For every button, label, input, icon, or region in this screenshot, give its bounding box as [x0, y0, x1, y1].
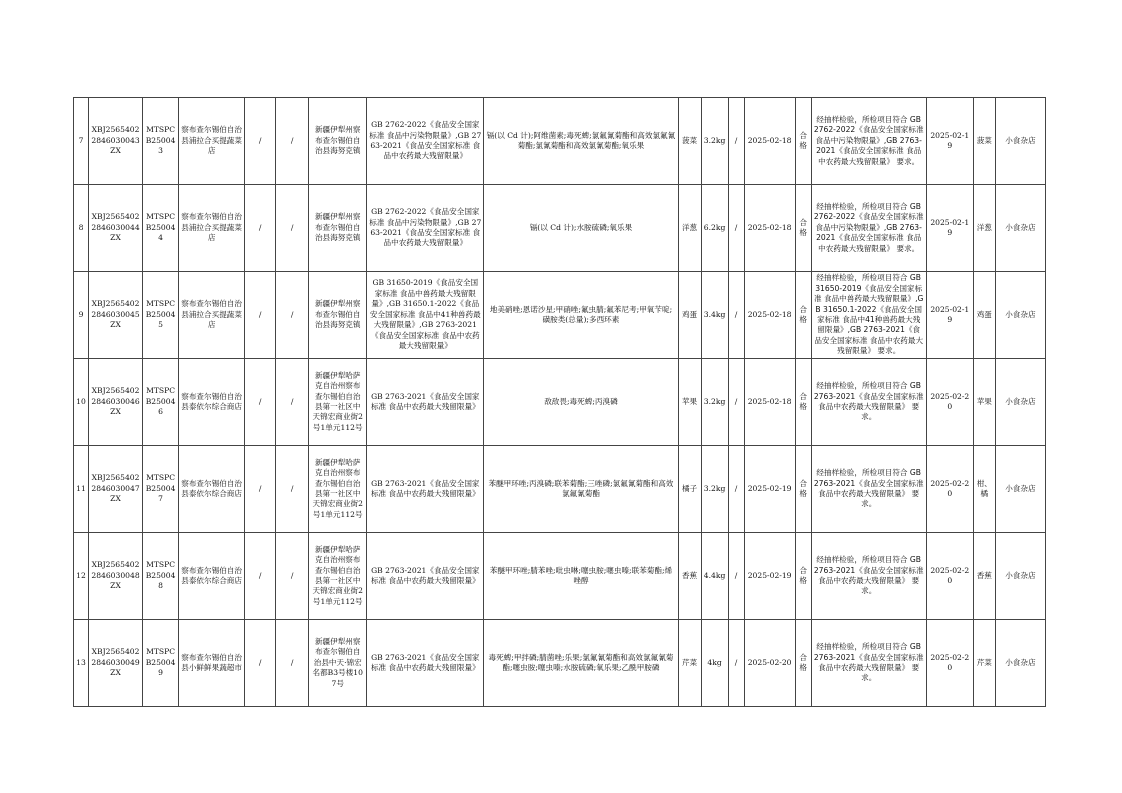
task-number-cell: MTSPCB250046 [143, 359, 179, 446]
spec-cell: / [728, 98, 744, 185]
seq-cell: 7 [74, 98, 89, 185]
result-cell: 合格 [795, 446, 811, 533]
result-cell: 合格 [795, 620, 811, 707]
seller-address-cell: 新疆伊犁哈萨克自治州察布查尔锡伯自治县第一社区中天锦宏商业街2号1单元112号 [309, 359, 367, 446]
quantity-cell: 3.2kg [701, 446, 728, 533]
seq-cell: 11 [74, 446, 89, 533]
quantity-cell: 6.2kg [701, 185, 728, 272]
seller-address-cell: 新疆伊犁州察布查尔锡伯自治县海努克镇 [309, 272, 367, 359]
seller-name-cell: 察布查尔锡伯自治县泰依尔综合商店 [179, 533, 245, 620]
table-row [74, 272, 1046, 359]
sampling-date-cell: 2025-02-18 [744, 185, 795, 272]
test-items-cell: 毒死蜱;甲拌磷;腈菌唑;乐果;氯氟氰菊酯和高效氯氟氰菊酯;噻虫胺;噻虫嗪;水胺硫磷;氧乐果;乙酰甲胺磷 [484, 620, 678, 707]
quantity-cell: 3.2kg [701, 98, 728, 185]
manufacturer-name-cell: / [245, 446, 276, 533]
category-cell: 苹果 [973, 359, 995, 446]
test-items-cell: 地美硝唑;恩诺沙星;甲硝唑;氟虫腈;氟苯尼考;甲氧苄啶;磺胺类(总量);多西环素 [484, 272, 678, 359]
inspection-results-table [73, 97, 1046, 707]
sampling-date-cell: 2025-02-19 [744, 533, 795, 620]
report-date-cell: 2025-02-20 [926, 620, 973, 707]
seller-address-cell: 新疆伊犁哈萨克自治州察布查尔锡伯自治县第一社区中天锦宏商业街2号1单元112号 [309, 446, 367, 533]
seller-name-cell: 察布查尔锡伯自治县浦拉合买提蔬菜店 [179, 185, 245, 272]
manufacturer-name-cell: / [245, 533, 276, 620]
manufacturer-address-cell: / [276, 446, 309, 533]
category-cell: 香蕉 [973, 533, 995, 620]
result-cell: 合格 [795, 98, 811, 185]
task-number-cell: MTSPCB250045 [143, 272, 179, 359]
report-date-cell: 2025-02-20 [926, 359, 973, 446]
manufacturer-name-cell: / [245, 98, 276, 185]
sampling-date-cell: 2025-02-20 [744, 620, 795, 707]
conclusion-cell: 经抽样检验，所检项目符合 GB 2762-2022《食品安全国家标准 食品中污染物限量》,GB 2763-2021《食品安全国家标准 食品中农药最大残留限量》 要求。 [811, 185, 926, 272]
manufacturer-address-cell: / [276, 185, 309, 272]
spec-cell: / [728, 185, 744, 272]
standard-cell: GB 2763-2021《食品安全国家标准 食品中农药最大残留限量》 [367, 446, 484, 533]
conclusion-cell: 经抽样检验，所检项目符合 GB 2763-2021《食品安全国家标准 食品中农药最大残留限量》 要求。 [811, 620, 926, 707]
manufacturer-address-cell: / [276, 359, 309, 446]
test-items-cell: 镉(以 Cd 计);水胺硫磷;氧乐果 [484, 185, 678, 272]
seq-cell: 10 [74, 359, 89, 446]
seq-cell: 13 [74, 620, 89, 707]
seller-address-cell: 新疆伊犁州察布查尔锡伯自治县海努克镇 [309, 185, 367, 272]
channel-cell: 小食杂店 [995, 98, 1045, 185]
conclusion-cell: 经抽样检验，所检项目符合 GB 31650-2019《食品安全国家标准 食品中兽药最大残留限量》,GB 31650.1-2022《食品安全国家标准 食品中41种兽药最大残留限量》,GB 2763-2021《食品安全国家标准 食品中农药最大残留限量》 要求。 [811, 272, 926, 359]
report-date-cell: 2025-02-19 [926, 185, 973, 272]
sampling-date-cell: 2025-02-18 [744, 272, 795, 359]
seller-name-cell: 察布查尔锡伯自治县泰依尔综合商店 [179, 359, 245, 446]
seq-cell: 12 [74, 533, 89, 620]
manufacturer-address-cell: / [276, 98, 309, 185]
standard-cell: GB 2762-2022《食品安全国家标准 食品中污染物限量》,GB 2763-2021《食品安全国家标准 食品中农药最大残留限量》 [367, 98, 484, 185]
report-date-cell: 2025-02-20 [926, 533, 973, 620]
table-row [74, 533, 1046, 620]
quantity-cell: 4kg [701, 620, 728, 707]
sample-name-cell: 鸡蛋 [678, 272, 701, 359]
test-items-cell: 苯醚甲环唑;腈苯唑;吡虫啉;噻虫胺;噻虫嗪;联苯菊酯;烯唑醇 [484, 533, 678, 620]
conclusion-cell: 经抽样检验，所检项目符合 GB 2763-2021《食品安全国家标准 食品中农药最大残留限量》 要求。 [811, 533, 926, 620]
sample-name-cell: 香蕉 [678, 533, 701, 620]
quantity-cell: 3.2kg [701, 359, 728, 446]
category-cell: 柑、橘 [973, 446, 995, 533]
spec-cell: / [728, 620, 744, 707]
manufacturer-address-cell: / [276, 620, 309, 707]
table-row [74, 185, 1046, 272]
sample-name-cell: 苹果 [678, 359, 701, 446]
seller-name-cell: 察布查尔锡伯自治县浦拉合买提蔬菜店 [179, 98, 245, 185]
sample-name-cell: 芹菜 [678, 620, 701, 707]
table-row [74, 359, 1046, 446]
sample-number-cell: XBJ25654022846030044ZX [89, 185, 143, 272]
sample-number-cell: XBJ25654022846030047ZX [89, 446, 143, 533]
report-date-cell: 2025-02-19 [926, 272, 973, 359]
table-row [74, 620, 1046, 707]
channel-cell: 小食杂店 [995, 446, 1045, 533]
task-number-cell: MTSPCB250048 [143, 533, 179, 620]
manufacturer-name-cell: / [245, 185, 276, 272]
sample-number-cell: XBJ25654022846030045ZX [89, 272, 143, 359]
sampling-date-cell: 2025-02-19 [744, 446, 795, 533]
task-number-cell: MTSPCB250043 [143, 98, 179, 185]
manufacturer-name-cell: / [245, 272, 276, 359]
standard-cell: GB 2762-2022《食品安全国家标准 食品中污染物限量》,GB 2763-2021《食品安全国家标准 食品中农药最大残留限量》 [367, 185, 484, 272]
conclusion-cell: 经抽样检验，所检项目符合 GB 2762-2022《食品安全国家标准 食品中污染物限量》,GB 2763-2021《食品安全国家标准 食品中农药最大残留限量》 要求。 [811, 98, 926, 185]
standard-cell: GB 31650-2019《食品安全国家标准 食品中兽药最大残留限量》,GB 31650.1-2022《食品安全国家标准 食品中41种兽药最大残留限量》,GB 2763-2021《食品安全国家标准 食品中农药最大残留限量》 [367, 272, 484, 359]
test-items-cell: 苯醚甲环唑;丙溴磷;联苯菊酯;三唑磷;氯氟氰菊酯和高效氯氟氰菊酯 [484, 446, 678, 533]
category-cell: 芹菜 [973, 620, 995, 707]
quantity-cell: 3.4kg [701, 272, 728, 359]
category-cell: 洋葱 [973, 185, 995, 272]
sample-number-cell: XBJ25654022846030043ZX [89, 98, 143, 185]
sampling-date-cell: 2025-02-18 [744, 359, 795, 446]
category-cell: 鸡蛋 [973, 272, 995, 359]
result-cell: 合格 [795, 533, 811, 620]
sample-number-cell: XBJ25654022846030049ZX [89, 620, 143, 707]
sample-number-cell: XBJ25654022846030048ZX [89, 533, 143, 620]
sample-name-cell: 橘子 [678, 446, 701, 533]
report-date-cell: 2025-02-20 [926, 446, 973, 533]
test-items-cell: 镉(以 Cd 计);阿维菌素;毒死蜱;氯氟氰菊酯和高效氯氟氰菊酯;氯氰菊酯和高效氯氰菊酯;氧乐果 [484, 98, 678, 185]
sample-number-cell: XBJ25654022846030046ZX [89, 359, 143, 446]
channel-cell: 小食杂店 [995, 620, 1045, 707]
report-date-cell: 2025-02-19 [926, 98, 973, 185]
spec-cell: / [728, 359, 744, 446]
seq-cell: 9 [74, 272, 89, 359]
spec-cell: / [728, 272, 744, 359]
seq-cell: 8 [74, 185, 89, 272]
conclusion-cell: 经抽样检验，所检项目符合 GB 2763-2021《食品安全国家标准 食品中农药最大残留限量》 要求。 [811, 359, 926, 446]
standard-cell: GB 2763-2021《食品安全国家标准 食品中农药最大残留限量》 [367, 533, 484, 620]
standard-cell: GB 2763-2021《食品安全国家标准 食品中农药最大残留限量》 [367, 620, 484, 707]
seller-address-cell: 新疆伊犁州察布查尔锡伯自治县海努克镇 [309, 98, 367, 185]
sample-name-cell: 洋葱 [678, 185, 701, 272]
seller-name-cell: 察布查尔锡伯自治县小鲜鲜果蔬超市 [179, 620, 245, 707]
result-cell: 合格 [795, 272, 811, 359]
result-cell: 合格 [795, 185, 811, 272]
result-cell: 合格 [795, 359, 811, 446]
task-number-cell: MTSPCB250044 [143, 185, 179, 272]
manufacturer-name-cell: / [245, 359, 276, 446]
channel-cell: 小食杂店 [995, 533, 1045, 620]
standard-cell: GB 2763-2021《食品安全国家标准 食品中农药最大残留限量》 [367, 359, 484, 446]
table-row [74, 446, 1046, 533]
seller-address-cell: 新疆伊犁哈萨克自治州察布查尔锡伯自治县第一社区中天锦宏商业街2号1单元112号 [309, 533, 367, 620]
manufacturer-address-cell: / [276, 272, 309, 359]
spec-cell: / [728, 533, 744, 620]
sampling-date-cell: 2025-02-18 [744, 98, 795, 185]
sample-name-cell: 菠菜 [678, 98, 701, 185]
channel-cell: 小食杂店 [995, 185, 1045, 272]
seller-address-cell: 新疆伊犁州察布查尔锡伯自治县中天·锦宏名都B3号楼107号 [309, 620, 367, 707]
task-number-cell: MTSPCB250047 [143, 446, 179, 533]
table-body [74, 98, 1046, 707]
test-items-cell: 敌敌畏;毒死蜱;丙溴磷 [484, 359, 678, 446]
channel-cell: 小食杂店 [995, 272, 1045, 359]
manufacturer-address-cell: / [276, 533, 309, 620]
quantity-cell: 4.4kg [701, 533, 728, 620]
category-cell: 菠菜 [973, 98, 995, 185]
spec-cell: / [728, 446, 744, 533]
conclusion-cell: 经抽样检验，所检项目符合 GB 2763-2021《食品安全国家标准 食品中农药最大残留限量》 要求。 [811, 446, 926, 533]
seller-name-cell: 察布查尔锡伯自治县浦拉合买提蔬菜店 [179, 272, 245, 359]
manufacturer-name-cell: / [245, 620, 276, 707]
seller-name-cell: 察布查尔锡伯自治县泰依尔综合商店 [179, 446, 245, 533]
task-number-cell: MTSPCB250049 [143, 620, 179, 707]
channel-cell: 小食杂店 [995, 359, 1045, 446]
table-row [74, 98, 1046, 185]
